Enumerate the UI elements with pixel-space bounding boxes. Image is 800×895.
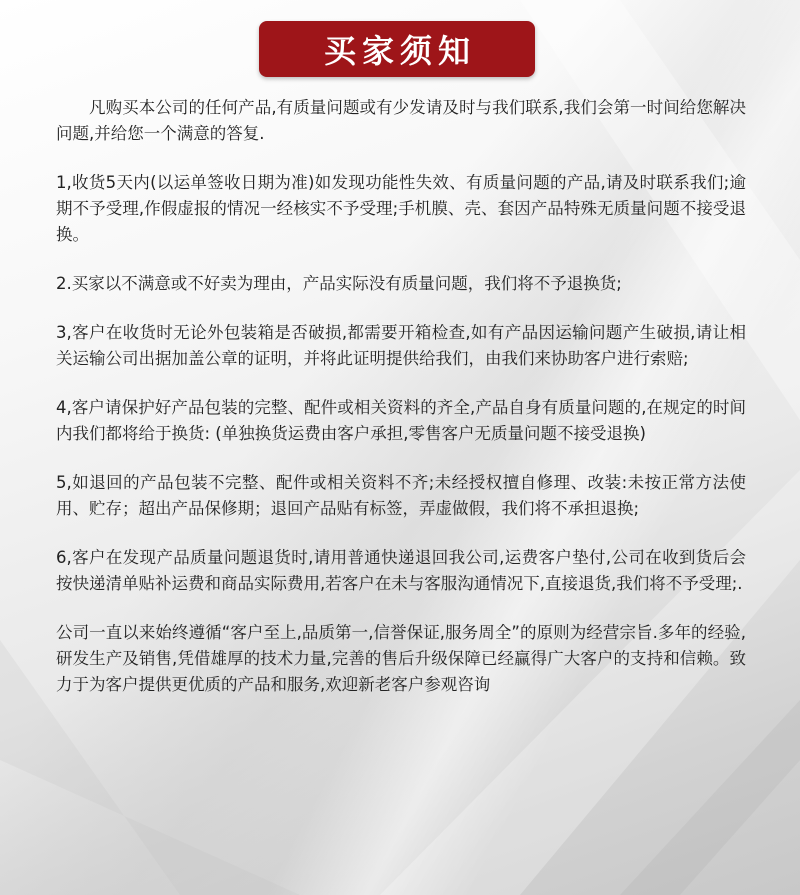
title-banner — [259, 21, 535, 77]
company-statement-paragraph: 公司一直以来始终遵循“客户至上,品质第一,信誉保证,服务周全”的原则为经营宗旨.多年的经验,研发生产及销售,凭借雄厚的技术力量,完善的售后升级保障已经赢得广大客户的支持和信赖。致力于为客户提供更优质的产品和服务,欢迎新老客户参观咨询 — [56, 623, 746, 694]
rule-paragraph-5: 5,如退回的产品包装不完整、配件或相关资料不齐;未经授权擅自修理、改装:未按正常方法使用、贮存；超出产品保修期；退回产品贴有标签，弄虚做假，我们将不承担退换; — [56, 473, 746, 518]
intro-paragraph: 凡购买本公司的任何产品,有质量问题或有少发请及时与我们联系,我们会第一时间给您解决问题,并给您一个满意的答复. — [56, 98, 746, 143]
page-title: 买家须知 — [323, 32, 476, 70]
rule-paragraph-6: 6,客户在发现产品质量问题退货时,请用普通快递退回我公司,运费客户垫付,公司在收到货后会按快递清单贴补运费和商品实际费用,若客户在未与客服沟通情况下,直接退货,我们将不予受理;. — [56, 548, 746, 593]
rule-paragraph-2: 2.买家以不满意或不好卖为理由，产品实际没有质量问题，我们将不予退换货; — [56, 274, 622, 293]
rule-paragraph-4: 4,客户请保护好产品包装的完整、配件或相关资料的齐全,产品自身有质量问题的,在规定的时间内我们都将给于换货: (单独换货运费由客户承担,零售客户无质量问题不接受退换) — [56, 398, 746, 443]
rule-paragraph-3: 3,客户在收货时无论外包装箱是否破损,都需要开箱检查,如有产品因运输问题产生破损,请让相关运输公司出据加盖公章的证明，并将此证明提供给我们，由我们来协助客户进行索赔; — [56, 323, 746, 368]
rule-paragraph-1: 1,收货5天内(以运单签收日期为准)如发现功能性失效、有质量问题的产品,请及时联系我们;逾期不予受理,作假虚报的情况一经核实不予受理;手机膜、壳、套因产品特殊无质量问题不接受退换。 — [56, 173, 746, 244]
notice-content — [56, 95, 746, 721]
